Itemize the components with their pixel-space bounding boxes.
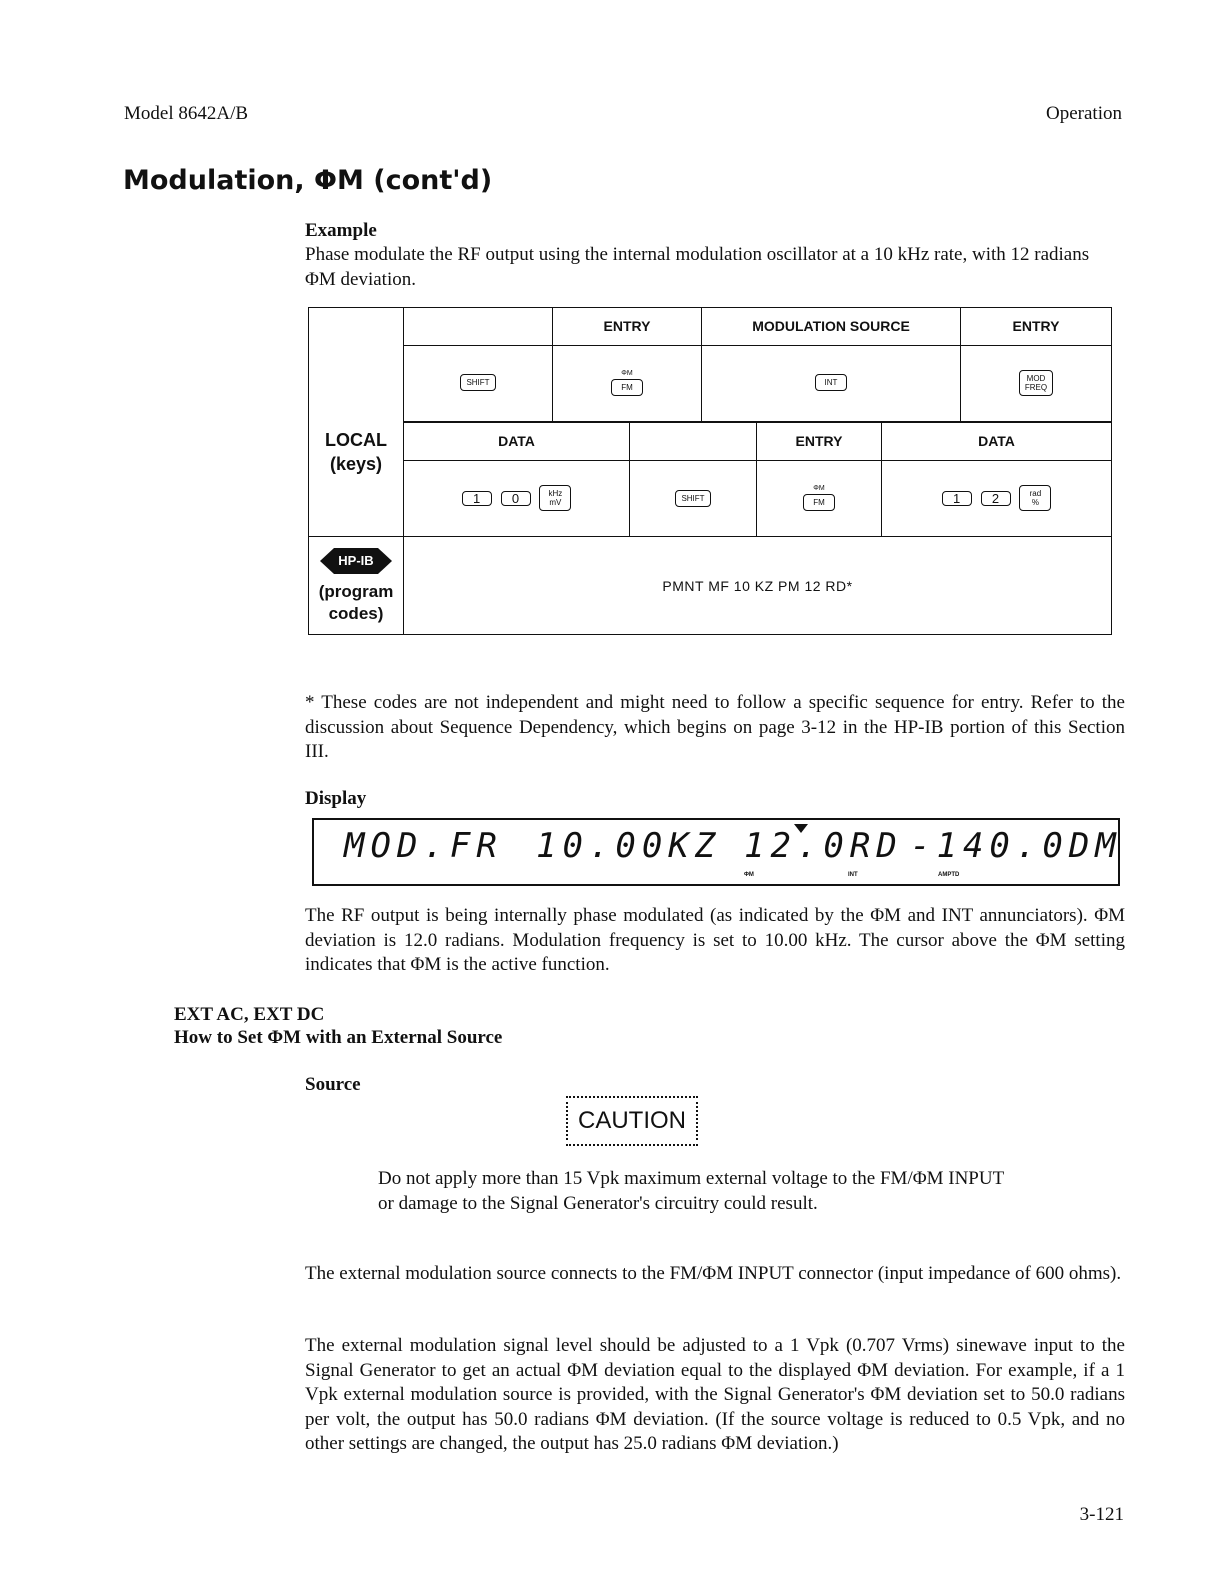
fm-key-2[interactable]: FM — [803, 494, 835, 511]
display-description: The RF output is being internally phase modulated (as indicated by the ΦM and INT annunciators). ΦM deviation is 12.0 radians. Modulation frequency is set to 10.00 kHz. The cursor above the ΦM setting indicates that ΦM is the active function. — [305, 905, 1125, 975]
digit-0-key[interactable]: 0 — [501, 491, 531, 506]
page-title: Modulation, ΦM (cont'd) — [123, 165, 493, 196]
local-keys-cell — [404, 308, 1112, 537]
section-header: Operation — [1046, 103, 1122, 124]
shift-key-cell-2 — [630, 460, 757, 536]
mod-freq-key[interactable] — [1019, 370, 1053, 396]
page-number: 3-121 — [1079, 1504, 1124, 1525]
model-header: Model 8642A/B — [124, 103, 249, 124]
data-keys-cell — [404, 460, 630, 536]
program-codes: PMNT MF 10 KZ PM 12 RD* — [404, 537, 1112, 635]
hpib-badge — [320, 546, 392, 576]
footnote: * These codes are not independent and might need to follow a specific sequence for entry. Refer to the discussion about Sequence Dependency, which begins on page 3-12 in the HP-IB portion of this Section III. — [305, 692, 1125, 762]
example-heading: Example — [305, 220, 377, 241]
row1-header-blank — [404, 308, 553, 345]
local-label-line2: (keys) — [329, 454, 383, 474]
row2-header-data: DATA — [404, 422, 630, 460]
row2-header-blank — [630, 422, 757, 460]
rad-percent-key[interactable] — [1019, 485, 1051, 511]
program-label-line1: (program — [318, 582, 394, 601]
caution-text: Do not apply more than 15 Vpk maximum external voltage to the FM/ΦM INPUT or damage to the Signal Generator's circuitry could result. — [378, 1168, 1004, 1214]
modfreq-key-cell — [961, 345, 1112, 421]
annunciator-fm: ΦM — [744, 872, 754, 878]
local-label-cell — [309, 308, 404, 537]
percent-label: % — [1031, 498, 1039, 508]
digit-1-key-2[interactable]: 1 — [942, 491, 972, 506]
int-key[interactable]: INT — [815, 374, 847, 391]
fm-key[interactable]: FM — [611, 379, 643, 396]
fm-key-cell — [553, 345, 702, 421]
display-field-ampl: -140.0DM — [910, 826, 1122, 866]
local-label-line1: LOCAL — [325, 430, 387, 450]
ext-subheading: How to Set ΦM with an External Source — [174, 1027, 503, 1048]
shift-key-cell — [404, 345, 553, 421]
int-key-cell — [702, 345, 961, 421]
row1-header-entry: ENTRY — [553, 308, 702, 345]
mv-label: mV — [549, 498, 562, 508]
data-keys-cell-2 — [882, 460, 1112, 536]
display-heading: Display — [305, 788, 367, 809]
ext-para-1: The external modulation source connects to the FM/ΦM INPUT connector (input impedance of 600 ohms). — [305, 1263, 1122, 1284]
fm-key-cell-2 — [757, 460, 882, 536]
digit-2-key[interactable]: 2 — [981, 491, 1011, 506]
display-field-mod: MOD.FR — [344, 826, 503, 866]
row1-header-entry2: ENTRY — [961, 308, 1112, 345]
caution-banner: CAUTION — [566, 1096, 698, 1146]
digit-1-key[interactable]: 1 — [462, 491, 492, 506]
mod-freq-line1: MOD — [1026, 374, 1046, 383]
program-label-line2: codes) — [328, 604, 384, 623]
row1-header-mod-source: MODULATION SOURCE — [702, 308, 961, 345]
hpib-label-cell — [309, 537, 404, 635]
annunciator-amptd: AMPTD — [938, 872, 960, 878]
local-label — [309, 368, 403, 476]
program-label — [309, 581, 403, 625]
phim-label: ΦM — [621, 369, 633, 377]
hpib-label: HP-IB — [332, 550, 380, 572]
row2-header-data2: DATA — [882, 422, 1112, 460]
ext-heading: EXT AC, EXT DC — [174, 1004, 325, 1025]
annunciator-int: INT — [848, 872, 858, 878]
shift-key-2[interactable]: SHIFT — [675, 490, 710, 507]
example-text: Phase modulate the RF output using the internal modulation oscillator at a 10 kHz rate, with 12 radians ΦM deviation. — [305, 244, 1090, 290]
mod-freq-line2: FREQ — [1024, 383, 1048, 392]
key-sequence-table — [308, 307, 1112, 635]
row2-header-entry: ENTRY — [757, 422, 882, 460]
shift-key[interactable]: SHIFT — [460, 374, 495, 391]
ext-para-2: The external modulation signal level should be adjusted to a 1 Vpk (0.707 Vrms) sinewave input to the Signal Generator to get an actual ΦM deviation equal to the displayed ΦM deviation. For example, if a 1 Vpk external modulation source is provided, with the Signal Generator's ΦM deviation set to 50.0 radians per volt, the output has 50.0 radians ΦM deviation. (If the source voltage is reduced to 0.5 Vpk, and no other settings are changed, the output has 25.0 radians ΦM deviation.) — [305, 1335, 1125, 1454]
khz-label: kHz — [548, 489, 563, 499]
instrument-display — [312, 818, 1120, 886]
display-field-dev: 12.0RD — [744, 826, 903, 866]
khz-mv-key[interactable] — [539, 485, 571, 511]
phim-label-2: ΦM — [813, 484, 825, 492]
display-field-freq: 10.00KZ — [536, 826, 722, 866]
rad-label: rad — [1029, 489, 1042, 499]
source-heading: Source — [305, 1074, 361, 1095]
